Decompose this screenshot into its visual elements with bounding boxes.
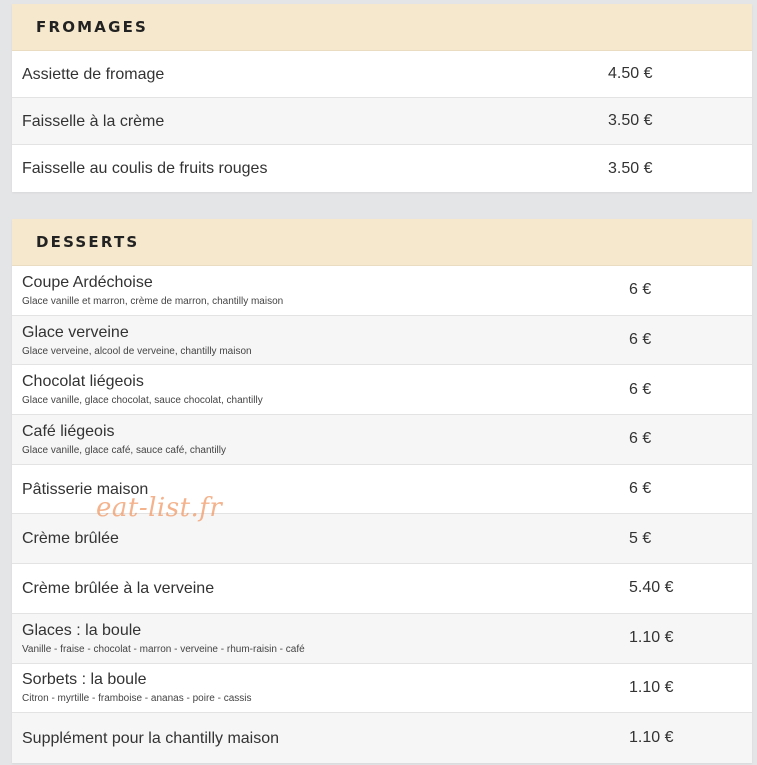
menu-row — [12, 415, 752, 465]
menu-row — [12, 365, 752, 415]
item-price: 6 € — [629, 480, 652, 498]
menu-row — [12, 614, 752, 664]
menu-row — [12, 564, 752, 614]
item-price: 1.10 € — [629, 629, 674, 647]
item-price: 6 € — [629, 430, 652, 448]
item-description: Vanille - fraise - chocolat - marron - verveine - rhum-raisin - café — [22, 643, 305, 655]
item-price: 3.50 € — [608, 159, 653, 177]
item-name: Pâtisserie maison — [22, 480, 149, 498]
item-price: 6 € — [629, 281, 652, 299]
item-name: Assiette de fromage — [22, 65, 165, 83]
item-name: Faisselle à la crème — [22, 112, 165, 130]
watermark-text: eat-list.fr — [96, 493, 223, 523]
item-name: Coupe Ardéchoise — [22, 273, 153, 291]
item-description: Glace vanille, glace chocolat, sauce chocolat, chantilly — [22, 395, 263, 407]
menu-row — [12, 145, 752, 192]
menu-row — [12, 316, 752, 366]
item-name: Sorbets : la boule — [22, 671, 147, 689]
item-name: Glaces : la boule — [22, 621, 142, 639]
menu-row — [12, 266, 752, 316]
item-name: Supplément pour la chantilly maison — [22, 729, 280, 747]
item-name: Faisselle au coulis de fruits rouges — [22, 160, 268, 177]
item-name: Crème brûlée — [22, 530, 119, 548]
desserts-section — [12, 219, 752, 763]
item-price: 5 € — [629, 529, 652, 547]
section-title-desserts: DESSERTS — [12, 219, 752, 266]
menu-row — [12, 98, 752, 145]
menu-row — [12, 51, 752, 98]
item-price: 1.10 € — [629, 729, 674, 747]
fromages-section — [12, 4, 752, 192]
item-price: 6 € — [629, 331, 652, 349]
item-price: 4.50 € — [608, 65, 653, 82]
item-price: 6 € — [629, 380, 652, 398]
item-name: Café liégeois — [22, 422, 115, 440]
item-name: Chocolat liégeois — [22, 373, 144, 391]
item-description: Glace vanille, glace café, sauce café, chantilly — [22, 444, 226, 456]
item-price: 1.10 € — [629, 678, 674, 696]
item-name: Crème brûlée à la verveine — [22, 579, 215, 597]
item-price: 3.50 € — [608, 112, 653, 129]
menu-row — [12, 713, 752, 763]
item-description: Glace verveine, alcool de verveine, chantilly maison — [22, 345, 252, 357]
section-title-fromages: FROMAGES — [12, 4, 752, 51]
item-description: Glace vanille et marron, crème de marron, chantilly maison — [22, 295, 284, 307]
item-description: Citron - myrtille - framboise - ananas - poire - cassis — [22, 693, 252, 705]
item-price: 5.40 € — [629, 579, 674, 597]
item-name: Glace verveine — [22, 323, 129, 341]
menu-row — [12, 664, 752, 714]
